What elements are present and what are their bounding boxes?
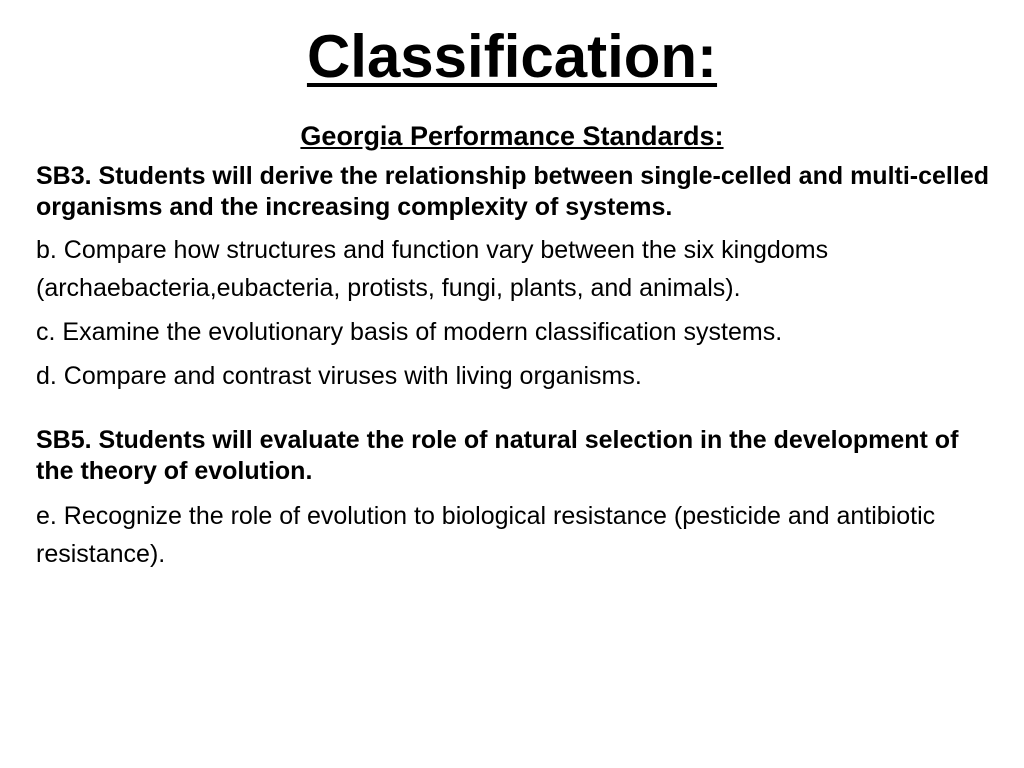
slide-subtitle: Georgia Performance Standards: bbox=[300, 121, 724, 151]
standard-sb3-item-b: b. Compare how structures and function vary between the six kingdoms (archaebacteria,eubacteria, protists, fungi, plants, and animals). bbox=[36, 236, 829, 302]
standard-sb5-item-e: e. Recognize the role of evolution to biological resistance (pesticide and antibiotic resistance). bbox=[36, 502, 936, 568]
standard-sb5-heading: SB5. Students will evaluate the role of natural selection in the development of the theory of evolution. bbox=[36, 426, 959, 485]
slide-title: Classification: bbox=[306, 23, 718, 90]
standard-sb3-item-d: d. Compare and contrast viruses with living organisms. bbox=[36, 362, 642, 390]
standard-sb3-heading: SB3. Students will derive the relationship between single-celled and multi-celled organisms and the increasing complexity of systems. bbox=[36, 162, 989, 221]
standards-content bbox=[36, 161, 996, 573]
standard-sb3-item-c: c. Examine the evolutionary basis of modern classification systems. bbox=[36, 318, 783, 346]
